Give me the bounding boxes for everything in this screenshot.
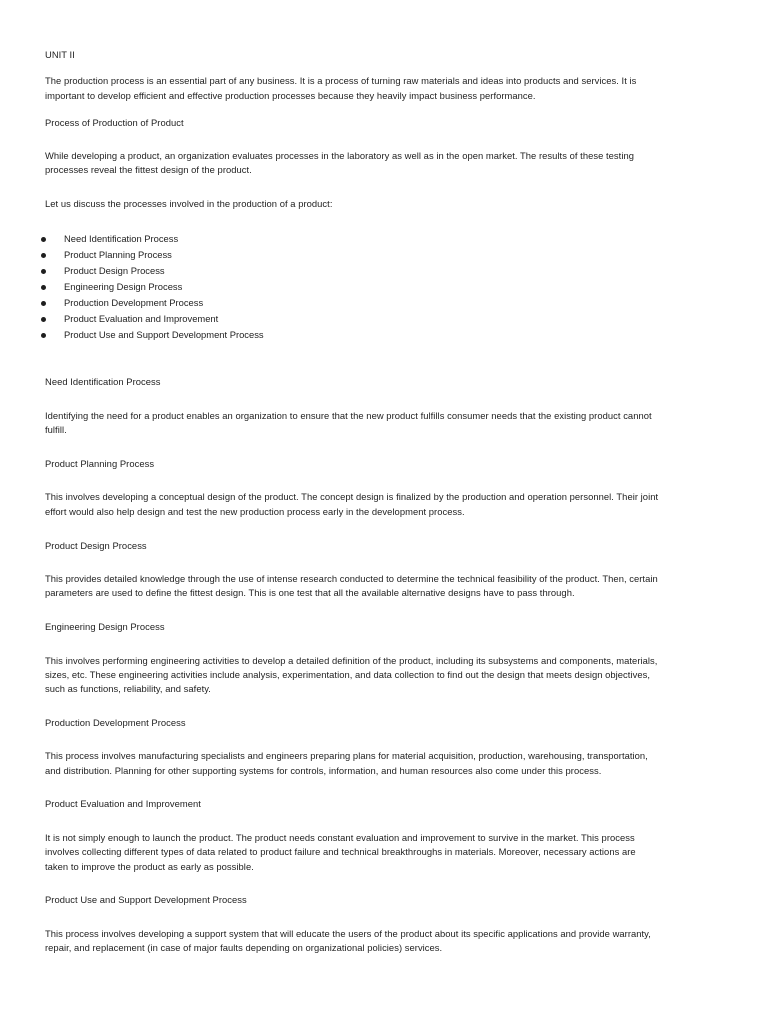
section-heading: Need Identification Process [45,376,161,387]
list-item-label: Product Design Process [64,265,165,276]
section-body-line: sizes, etc. These engineering activities include analysis, experimentation, and data collection to find out the design that meets design objectives, [45,669,650,680]
bullet-icon [41,301,46,306]
list-item-label: Engineering Design Process [64,281,183,292]
section-heading: Production Development Process [45,717,186,728]
intro-line-2: important to develop efficient and effective production processes because they heavily impact business performance. [45,90,536,101]
list-item-label: Need Identification Process [64,233,179,244]
section-body-line: fulfill. [45,424,67,435]
bullet-icon [41,285,46,290]
section-body-line: Identifying the need for a product enables an organization to ensure that the new product fulfills consumer needs that the existing product cannot [45,410,652,421]
list-item-label: Product Planning Process [64,249,172,260]
section-body-line: involves collecting different types of data related to product failure and technical breakthroughs in materials. Moreover, necessary actions are [45,846,636,857]
section-heading: Product Use and Support Development Process [45,894,247,905]
heading-process-of-production: Process of Production of Product [45,117,184,128]
bullet-icon [41,237,46,242]
section-heading: Product Design Process [45,540,147,551]
intro-line-1: The production process is an essential part of any business. It is a process of turning raw materials and ideas into products and services. It is [45,75,637,86]
bullet-icon [41,317,46,322]
bullet-icon [41,333,46,338]
discuss-line: Let us discuss the processes involved in the production of a product: [45,198,333,209]
section-body-line: and distribution. Planning for other supporting systems for controls, information, and human resources also come under this process. [45,765,602,776]
section-body-line: effort would also help design and test the new production process early in the development process. [45,506,465,517]
list-item-label: Production Development Process [64,297,204,308]
bullet-icon [41,253,46,258]
section-heading: Product Planning Process [45,458,155,469]
section-body-line: This provides detailed knowledge through the use of intense research conducted to determine the technical feasibility of the product. Then, certain [45,573,658,584]
section-body-line: This involves performing engineering activities to develop a detailed definition of the product, including its subsystems and components, materials, [45,655,658,666]
section-body-line: This process involves developing a support system that will educate the users of the product about its specific applications and provide warranty, [45,928,651,939]
testing-line-1: While developing a product, an organization evaluates processes in the laboratory as well as in the open market. The results of these testing [45,150,634,161]
section-body-line: parameters are used to define the fittest design. This is one test that all the available alternative designs have to pass through. [45,587,575,598]
testing-line-2: processes reveal the fittest design of the product. [45,164,252,175]
bullet-icon [41,269,46,274]
section-body-line: repair, and replacement (in case of major faults depending on organizational policies) services. [45,942,443,953]
section-body-line: This process involves manufacturing specialists and engineers preparing plans for material acquisition, production, warehousing, transportation, [45,750,648,761]
section-body-line: taken to improve the product as early as possible. [45,861,254,872]
section-body-line: This involves developing a conceptual design of the product. The concept design is finalized by the production and operation personnel. Their joint [45,491,659,502]
unit-title: UNIT II [45,49,75,60]
list-item-label: Product Use and Support Development Process [64,329,264,340]
list-item-label: Product Evaluation and Improvement [64,313,219,324]
section-body-line: It is not simply enough to launch the product. The product needs constant evaluation and improvement to survive in the market. This process [45,832,635,843]
section-body-line: such as functions, reliability, and safety. [45,683,211,694]
section-heading: Engineering Design Process [45,621,165,632]
section-heading: Product Evaluation and Improvement [45,798,201,809]
